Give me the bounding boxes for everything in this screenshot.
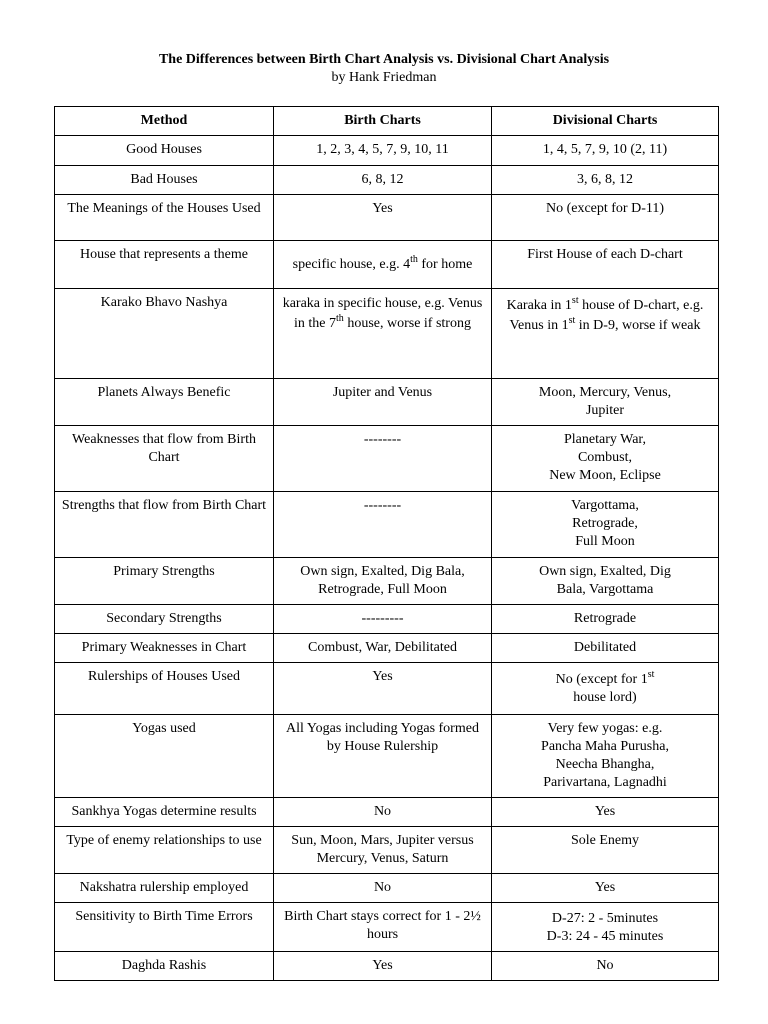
cell-line: Vargottama,	[571, 498, 639, 513]
cell-line: Full Moon	[575, 534, 635, 549]
cell-text: specific house, e.g. 4	[292, 256, 411, 272]
superscript: th	[410, 253, 418, 265]
cell-text: in D-9, worse if weak	[575, 318, 701, 333]
table-row	[55, 715, 719, 798]
divisional-cell: Yes	[492, 874, 719, 903]
birth-cell	[274, 241, 492, 289]
birth-cell: 6, 8, 12	[274, 166, 492, 195]
divisional-cell	[492, 289, 719, 379]
method-cell: House that represents a theme	[55, 241, 274, 289]
cell-line: New Moon, Eclipse	[549, 468, 661, 483]
birth-cell: Yes	[274, 952, 492, 981]
birth-cell: Combust, War, Debilitated	[274, 634, 492, 663]
cell-text: house of D-chart, e.g. Venus in 1	[509, 298, 704, 333]
superscript: st	[568, 315, 576, 326]
method-cell: Sensitivity to Birth Time Errors	[55, 903, 274, 952]
cell-line: Planetary War,	[563, 432, 647, 447]
table-row	[55, 634, 719, 663]
divisional-cell	[492, 492, 719, 558]
cell-text: No (except for 1	[555, 671, 648, 687]
superscript: st	[647, 668, 655, 680]
method-cell: The Meanings of the Houses Used	[55, 195, 274, 241]
birth-cell: ---------	[274, 605, 492, 634]
birth-cell: --------	[274, 426, 492, 492]
divisional-cell: First House of each D-chart	[492, 241, 719, 289]
table-row	[55, 663, 719, 715]
cell-line: D-27: 2 - 5minutes	[551, 911, 659, 926]
table-row	[55, 136, 719, 166]
divisional-cell: Yes	[492, 798, 719, 827]
cell-line: Parivartana, Lagnadhi	[543, 775, 667, 790]
birth-cell: Birth Chart stays correct for 1 - 2½ hours	[274, 903, 492, 952]
divisional-cell	[492, 426, 719, 492]
document-author: by Hank Friedman	[331, 70, 437, 85]
table-row	[55, 289, 719, 379]
birth-cell: No	[274, 874, 492, 903]
method-cell: Primary Weaknesses in Chart	[55, 634, 274, 663]
method-cell: Strengths that flow from Birth Chart	[55, 492, 274, 558]
superscript: th	[336, 313, 344, 324]
method-cell: Nakshatra rulership employed	[55, 874, 274, 903]
divisional-cell: 1, 4, 5, 7, 9, 10 (2, 11)	[492, 136, 719, 166]
method-cell: Planets Always Benefic	[55, 379, 274, 426]
birth-cell: --------	[274, 492, 492, 558]
superscript: st	[571, 295, 579, 306]
method-cell: Good Houses	[55, 136, 274, 166]
document-title: The Differences between Birth Chart Analysis vs. Divisional Chart Analysis	[158, 52, 610, 67]
table-row	[55, 241, 719, 289]
header-divisional-charts: Divisional Charts	[492, 107, 719, 136]
birth-cell: Jupiter and Venus	[274, 379, 492, 426]
table-row	[55, 827, 719, 874]
divisional-cell: Moon, Mercury, Venus, Jupiter	[492, 379, 719, 426]
birth-cell: 1, 2, 3, 4, 5, 7, 9, 10, 11	[274, 136, 492, 166]
birth-cell: Own sign, Exalted, Dig Bala, Retrograde, Full Moon	[274, 558, 492, 605]
birth-cell: Yes	[274, 195, 492, 241]
table-row	[55, 605, 719, 634]
table-row	[55, 426, 719, 492]
table-row	[55, 874, 719, 903]
cell-line: Very few yogas: e.g.	[547, 721, 663, 736]
table-row	[55, 492, 719, 558]
cell-text: house lord)	[573, 689, 637, 705]
divisional-cell: No (except for D-11)	[492, 195, 719, 241]
method-cell: Rulerships of Houses Used	[55, 663, 274, 715]
table-row	[55, 903, 719, 952]
table-row	[55, 558, 719, 605]
header-birth-charts: Birth Charts	[274, 107, 492, 136]
divisional-cell: Own sign, Exalted, Dig Bala, Vargottama	[492, 558, 719, 605]
birth-cell: No	[274, 798, 492, 827]
method-cell: Type of enemy relationships to use	[55, 827, 274, 874]
divisional-cell	[492, 715, 719, 798]
divisional-cell	[492, 663, 719, 715]
method-cell: Weaknesses that flow from Birth Chart	[55, 426, 274, 492]
table-row	[55, 952, 719, 981]
cell-text: for home	[417, 256, 473, 272]
method-cell: Bad Houses	[55, 166, 274, 195]
method-cell: Yogas used	[55, 715, 274, 798]
table-header-row	[55, 107, 719, 136]
method-cell: Sankhya Yogas determine results	[55, 798, 274, 827]
divisional-cell: Debilitated	[492, 634, 719, 663]
cell-line: Combust,	[577, 450, 633, 465]
table-row	[55, 195, 719, 241]
divisional-cell	[492, 903, 719, 952]
comparison-table	[54, 106, 719, 981]
method-cell: Secondary Strengths	[55, 605, 274, 634]
method-cell: Karako Bhavo Nashya	[55, 289, 274, 379]
divisional-cell: No	[492, 952, 719, 981]
cell-text: karaka in specific house, e.g. Venus in the 7	[282, 296, 483, 331]
birth-cell: Sun, Moon, Mars, Jupiter versus Mercury, Venus, Saturn	[274, 827, 492, 874]
divisional-cell: Sole Enemy	[492, 827, 719, 874]
divisional-cell: 3, 6, 8, 12	[492, 166, 719, 195]
cell-text: Karaka in 1	[506, 298, 572, 313]
birth-cell	[274, 289, 492, 379]
table-row	[55, 166, 719, 195]
cell-line: Neecha Bhangha,	[555, 757, 655, 772]
header-method: Method	[55, 107, 274, 136]
cell-line: Retrograde,	[572, 516, 638, 531]
birth-cell: All Yogas including Yogas formed by House Rulership	[274, 715, 492, 798]
divisional-cell: Retrograde	[492, 605, 719, 634]
table-row	[55, 379, 719, 426]
method-cell: Daghda Rashis	[55, 952, 274, 981]
cell-line: D-3: 24 - 45 minutes	[546, 929, 664, 944]
table-row	[55, 798, 719, 827]
method-cell: Primary Strengths	[55, 558, 274, 605]
cell-line: Pancha Maha Purusha,	[541, 739, 669, 754]
cell-text: house, worse if strong	[343, 316, 471, 331]
birth-cell: Yes	[274, 663, 492, 715]
